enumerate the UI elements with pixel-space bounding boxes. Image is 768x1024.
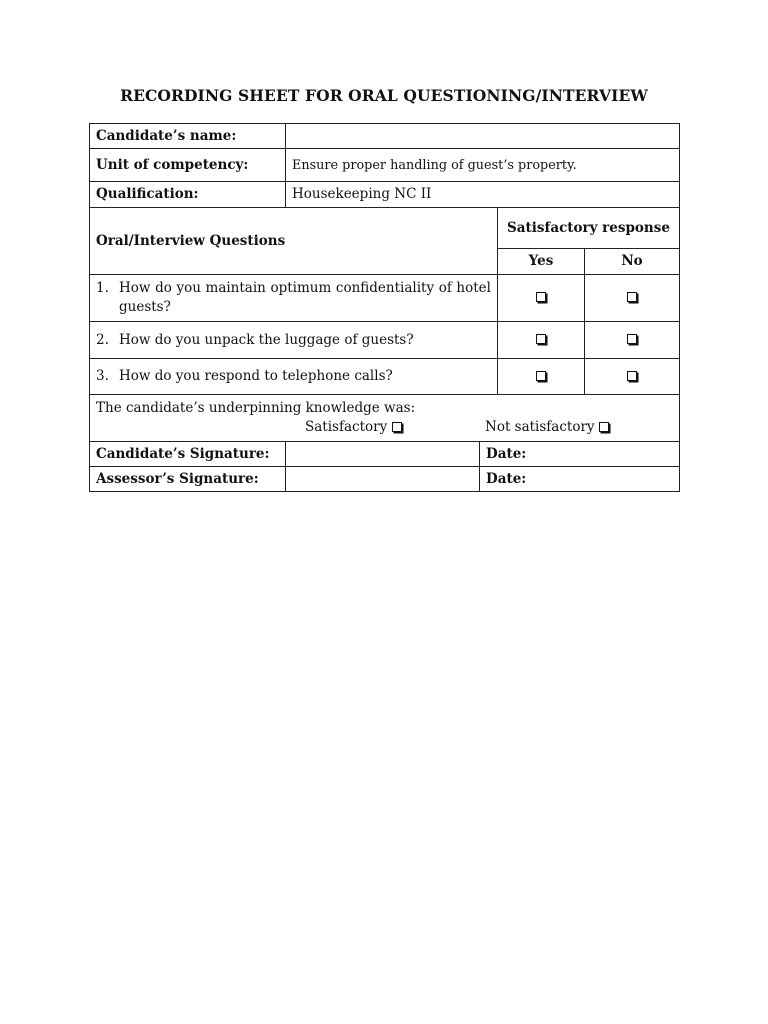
satisfactory-response-header: Satisfactory response [498, 208, 680, 249]
question-1-yes-cell[interactable] [498, 275, 585, 322]
knowledge-cell [90, 395, 680, 442]
question-text: How do you respond to telephone calls? [119, 368, 393, 384]
knowledge-row [90, 395, 680, 442]
candidate-name-field[interactable] [286, 124, 680, 149]
satisfactory-label: Satisfactory [305, 419, 388, 435]
checkbox-icon[interactable] [536, 292, 546, 302]
candidate-date-label[interactable]: Date: [480, 442, 680, 467]
assessor-signature-label: Assessor’s Signature: [90, 467, 286, 492]
no-column-header: No [585, 249, 680, 275]
candidate-name-row [90, 124, 680, 149]
not-satisfactory-option[interactable] [485, 418, 609, 437]
not-satisfactory-label: Not satisfactory [485, 419, 595, 435]
question-cell [90, 359, 498, 395]
checkbox-icon[interactable] [599, 422, 609, 432]
checkbox-icon[interactable] [536, 371, 546, 381]
candidate-signature-row [90, 442, 680, 467]
unit-of-competency-row [90, 149, 680, 182]
knowledge-rating-options [96, 418, 673, 437]
satisfactory-option[interactable] [305, 418, 485, 437]
assessor-signature-field[interactable] [286, 467, 480, 492]
question-text: How do you maintain optimum confidentiality of hotel guests? [119, 280, 491, 315]
question-3-yes-cell[interactable] [498, 359, 585, 395]
question-row [90, 322, 680, 359]
unit-of-competency-value: Ensure proper handling of guest’s property. [286, 149, 680, 182]
qualification-value: Housekeeping NC II [286, 182, 680, 208]
checkbox-icon[interactable] [392, 422, 402, 432]
question-row [90, 275, 680, 322]
question-2-no-cell[interactable] [585, 322, 680, 359]
candidate-signature-label: Candidate’s Signature: [90, 442, 286, 467]
candidate-signature-field[interactable] [286, 442, 480, 467]
checkbox-icon[interactable] [627, 334, 637, 344]
qualification-label: Qualification: [90, 182, 286, 208]
assessor-signature-row [90, 467, 680, 492]
question-cell [90, 275, 498, 322]
question-1-no-cell[interactable] [585, 275, 680, 322]
knowledge-label: The candidate’s underpinning knowledge was: [96, 400, 416, 416]
questions-header-label: Oral/Interview Questions [90, 208, 498, 275]
question-text: How do you unpack the luggage of guests? [119, 331, 414, 348]
question-3-no-cell[interactable] [585, 359, 680, 395]
checkbox-icon[interactable] [627, 371, 637, 381]
question-number: 1. [96, 280, 109, 296]
unit-of-competency-label: Unit of competency: [90, 149, 286, 182]
checkbox-icon[interactable] [627, 292, 637, 302]
assessor-date-label[interactable]: Date: [480, 467, 680, 492]
checkbox-icon[interactable] [536, 334, 546, 344]
question-cell [90, 322, 498, 359]
question-2-yes-cell[interactable] [498, 322, 585, 359]
yes-column-header: Yes [498, 249, 585, 275]
question-number: 3. [96, 368, 109, 384]
questions-header-row [90, 208, 680, 249]
question-number: 2. [96, 331, 109, 348]
qualification-row [90, 182, 680, 208]
candidate-name-label: Candidate’s name: [90, 124, 286, 149]
page-title: RECORDING SHEET FOR ORAL QUESTIONING/INTERVIEW [120, 86, 648, 105]
recording-sheet-table [89, 123, 680, 492]
question-row [90, 359, 680, 395]
